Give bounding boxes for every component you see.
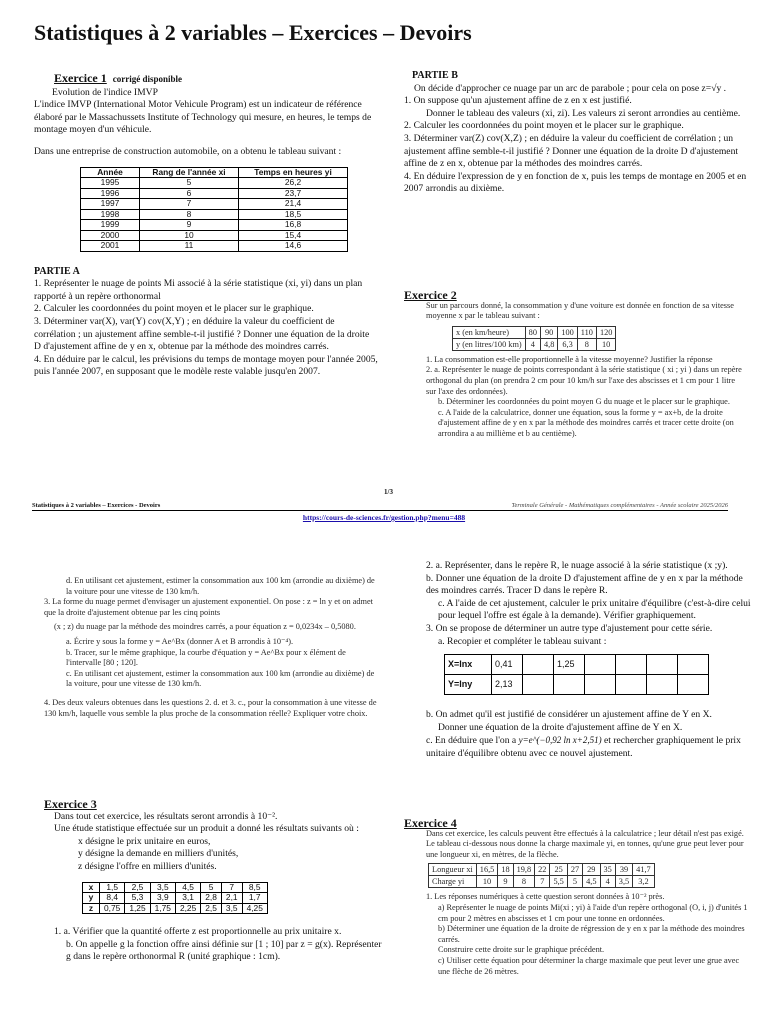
cell: 110 (577, 326, 596, 338)
cell (678, 655, 709, 675)
exercise-4 (404, 818, 750, 977)
cell (585, 675, 616, 695)
cell: 7 (140, 199, 239, 210)
cell: 5,5 (550, 876, 567, 888)
table-row (81, 188, 348, 199)
table-row (81, 178, 348, 189)
ex3-intro-4: z désigne l'offre en milliers d'unités. (78, 860, 217, 872)
ex3-intro-0: Dans tout cet exercice, les résultats seront arrondis à 10⁻². (54, 810, 278, 822)
cell: 8 (577, 338, 596, 350)
cell: 1,75 (150, 903, 175, 914)
cell: 1,25 (554, 655, 585, 675)
cell: 11 (140, 241, 239, 252)
cell: 2001 (81, 241, 140, 252)
ex3-q3b2: Donner une équation de la droite d'ajustement affine de Y en X. (438, 721, 683, 733)
ex2-q2b: b. Déterminer les coordonnées du point moyen G du nuage et le placer sur le graphique. (438, 397, 730, 407)
ex3-q2b: b. Donner une équation de la droite D d'ajustement affine de y en x par la méthode des moindres carrés. Tracer D dans le repère R. (426, 572, 743, 597)
exercise-1-heading: Exercice 1 (54, 71, 107, 85)
ex3-intro-3: y désigne la demande en milliers d'unités, (78, 848, 239, 860)
cell: 27 (567, 864, 582, 876)
ex3-th-y: y (83, 893, 100, 904)
ex2-q3a: a. Écrire y sous la forme y = Ae^Bx (donner A et B arrondis à 10⁻⁴). (66, 636, 294, 646)
ex3-log-X-label: X=lnx (445, 655, 492, 675)
cell: 2,5 (125, 882, 150, 893)
cell: 16,8 (239, 220, 348, 231)
cell: 16,5 (476, 864, 498, 876)
ex4-row-x-label: Longueur xi (429, 864, 477, 876)
cell: 8 (513, 876, 535, 888)
partie-b-q1: 1. On suppose qu'un ajustement affine de z en x est justifié. (404, 95, 632, 107)
ex3-intro-1: Une étude statistique effectuée sur un produit a donné les résultats suivants où : (54, 823, 359, 835)
cell: 41,7 (633, 864, 655, 876)
ex3-log-Y-label: Y=lny (445, 675, 492, 695)
footer-rule (32, 510, 728, 511)
partie-b-q1-detail: Donner le tableau des valeurs (xi, zi). Les valeurs zi seront arrondies au centième. (426, 107, 741, 119)
ex3-q3c-post: et rechercher graphiquement le prix unitaire d'équilibre obtenu avec ce nouvel ajustement. (426, 735, 741, 759)
ex4-table (428, 863, 655, 888)
ex2-table (452, 326, 616, 351)
cell (523, 655, 554, 675)
page-number: 1/3 (384, 488, 393, 496)
ex1-th-annee: Année (81, 167, 140, 178)
exercise-3-continued (404, 560, 752, 761)
cell: 3,5 (150, 882, 175, 893)
ex3-intro-2: x désigne le prix unitaire en euros, (78, 835, 211, 847)
cell: 5 (140, 178, 239, 189)
ex3-th-x: x (83, 882, 100, 893)
ex4-q1a: a) Représenter le nuage de points Mi(xi ; yi) à l'aide d'un repère orthogonal (O, i, j) d'unités 1 cm pour 2 mètres en abscisses et 1 cm pour une tonne en ordonnées. (438, 902, 748, 923)
cell: 1,5 (100, 882, 125, 893)
cell: 4,25 (242, 903, 267, 914)
cell (585, 655, 616, 675)
ex2-row-x-label: x (en km/heure) (453, 326, 526, 338)
cell: 1999 (81, 220, 140, 231)
partie-a-q3: 3. Déterminer var(X), var(Y) cov(X,Y) ; en déduire la valeur du coefficient de corrélation ; un ajustement affine semble-t-il justifié ? Donner une équation de la droite D d'ajustement affine de y en x, obtenue par la méthode des moindres carrés. (34, 315, 370, 353)
table-row (81, 241, 348, 252)
partie-a-q2: 2. Calculer les coordonnées du point moyen et le placer sur le graphique. (34, 303, 314, 315)
exercise-1 (34, 72, 378, 379)
ex3-q2a: 2. a. Représenter, dans le repère R, le nuage associé à la série statistique (x ;y). (426, 560, 728, 571)
cell: 0,41 (492, 655, 523, 675)
exercise-3 (44, 798, 384, 964)
cell: 120 (596, 326, 615, 338)
cell: 14,6 (239, 241, 348, 252)
ex4-q1b: b) Déterminer une équation de la droite de régression de y en x par la méthode des moindres carrés. (438, 924, 745, 944)
cell: 1996 (81, 188, 140, 199)
ex3-q3c-formula: y=e^(−0,92 ln x+2,51) (518, 735, 602, 746)
ex2-q3-equation: (x ; z) du nuage par la méthode des moindres carrés, a pour équation z = 0,0234x – 0,5080. (54, 622, 356, 632)
exercise-2-continued (44, 576, 380, 719)
ex3-q1b: b. On appelle g la fonction offre ainsi définie sur [1 ; 10] par z = g(x). Représenter g dans le repère orthonormal R (unité graphique : 1cm). (66, 938, 382, 963)
ex2-q4: 4. Des deux valeurs obtenues dans les questions 2. d. et 3. c., pour la consommation à une vitesse de 130 km/h, laquelle vous semble la plus proche de la consommation réelle? Expliquer votre choix. (44, 697, 377, 718)
ex2-q3: 3. La forme du nuage permet d'envisager un ajustement exponentiel. On pose : z = ln y et on admet que la droite d'ajustement obtenue par les cinq points (44, 597, 373, 617)
ex2-intro: Sur un parcours donné, la consommation y d'une voiture est donnée en fonction de sa vitesse moyenne x par le tableau suivant : (426, 300, 734, 321)
cell: 5,3 (125, 893, 150, 904)
cell: 90 (540, 326, 557, 338)
footer-left: Statistiques à 2 variables – Exercices - Devoirs (32, 502, 161, 509)
corrige-badge: corrigé disponible (112, 74, 183, 84)
partie-b-q3: 3. Déterminer var(Z) cov(X,Z) ; en déduire la valeur du coefficient de corrélation ; un ajustement affine semble-t-il justifié ? Donner une équation de la droite D d'ajustement affine de z en x, obtenue par la méthodes des moindres carrés. (404, 132, 739, 170)
ex4-q1: 1. Les réponses numériques à cette question seront données à 10⁻² près. (426, 892, 665, 902)
ex2-q2c: c. A l'aide de la calculatrice, donner une équation, sous la forme y = ax+b, de la droite d'ajustement affine de y en x par la méthode des moindres carrés et tracer cette droite (on arrondira a au millième et b au centième). (438, 407, 734, 438)
ex2-q3b: b. Tracer, sur le même graphique, la courbe d'équation y = Ae^Bx pour x élément de l'intervalle [80 ; 120]. (66, 647, 346, 668)
ex3-q1a: 1. a. Vérifier que la quantité offerte z est proportionnelle au prix unitaire x. (54, 926, 342, 938)
cell (678, 675, 709, 695)
cell: 80 (525, 326, 540, 338)
cell: 21,4 (239, 199, 348, 210)
cell: 9 (498, 876, 513, 888)
cell: 5 (201, 882, 222, 893)
exercise-2-heading: Exercice 2 (404, 288, 457, 302)
ex1-intro-0: Evolution de l'indice IMVP (52, 86, 158, 98)
cell: 22 (535, 864, 550, 876)
ex1-intro-1: L'indice IMVP (International Motor Vehicule Program) est un indicateur de référence élaboré par le Massachussets Institute of Technology qui mesure, en heures, le temps de montage moyen d'un véhicule. (34, 99, 372, 136)
cell (616, 655, 647, 675)
ex3-q2c: c. A l'aide de cet ajustement, calculer le prix unitaire d'équilibre (c'est-à-dire celui pour lequel l'offre est égale à la demande). Vérifier graphiquement. (438, 597, 751, 622)
exercise-3-heading: Exercice 3 (44, 797, 97, 811)
cell: 2,5 (201, 903, 222, 914)
ex3-log-table (444, 654, 709, 695)
cell: 10 (476, 876, 498, 888)
ex3-q3c-pre: c. En déduire que l'on a (426, 735, 517, 747)
cell: 15,4 (239, 230, 348, 241)
cell: 1995 (81, 178, 140, 189)
cell: 8,4 (100, 893, 125, 904)
cell: 7 (221, 882, 242, 893)
ex3-th-z: z (83, 903, 100, 914)
cell: 39 (615, 864, 632, 876)
partie-b-title: PARTIE B (412, 70, 458, 81)
partie-a-title: PARTIE A (34, 265, 80, 277)
cell (616, 675, 647, 695)
ex3-q3: 3. On se propose de déterminer un autre type d'ajustement pour cette série. (426, 622, 713, 634)
cell: 10 (596, 338, 615, 350)
cell: 19,8 (513, 864, 535, 876)
cell: 8 (140, 209, 239, 220)
cell: 3,5 (221, 903, 242, 914)
ex2-q3c: c. En utilisant cet ajustement, estimer la consommation aux 100 km (arrondie au dixième) de la voiture, pour une vitesse de 130 km/h. (66, 668, 375, 689)
cell (523, 675, 554, 695)
ex4-q1b2: Construire cette droite sur le graphique précédent. (438, 945, 605, 955)
cell: 23,7 (239, 188, 348, 199)
table-row (81, 230, 348, 241)
ex2-q2a: 2. a. Représenter le nuage de points correspondant à la série statistique ( xi ; yi ) dans un repère orthogonal du plan (on prendra 2 cm pour 10 km/h sur l'axe des abscisses et 1 cm pour 1 litre sur l'axe des ordonnées). (426, 365, 742, 396)
page-title: Statistiques à 2 variables – Exercices – Devoirs (34, 20, 472, 45)
cell: 4,5 (175, 882, 200, 893)
ex1-th-temps: Temps en heures yi (239, 167, 348, 178)
cell: 29 (583, 864, 600, 876)
ex1-table (80, 167, 348, 252)
ex3-q3b: b. On admet qu'il est justifié de considérer un ajustement affine de Y en X. (426, 709, 712, 721)
cell: 1,7 (242, 893, 267, 904)
cell: 4,5 (583, 876, 600, 888)
cell: 4 (525, 338, 540, 350)
cell: 100 (558, 326, 577, 338)
cell: 7 (535, 876, 550, 888)
ex4-q1c: c) Utiliser cette équation pour déterminer la charge maximale que peut lever une grue avec une flèche de 26 mètres. (438, 955, 740, 976)
footer-url-link[interactable]: https://cours-de-sciences.fr/gestion.php?menu=488 (302, 513, 466, 522)
cell: 4,8 (540, 338, 557, 350)
exercise-2 (404, 290, 744, 440)
cell: 3,2 (633, 876, 655, 888)
exercise-4-heading: Exercice 4 (404, 816, 457, 830)
ex4-intro2: Le tableau ci-dessous nous donne la charge maximale yi, en tonnes, qu'une grue peut lever pour une longueur xi, en mètres, de la flèche. (426, 839, 744, 859)
cell: 6 (140, 188, 239, 199)
cell: 2,13 (492, 675, 523, 695)
cell: 18,5 (239, 209, 348, 220)
ex3-q3c (404, 734, 752, 760)
partie-a-q1: 1. Représenter le nuage de points Mi associé à la série statistique (xi, yi) dans un plan rapporté à un repère orthonormal (34, 278, 363, 302)
table-row (81, 220, 348, 231)
cell: 0,75 (100, 903, 125, 914)
cell: 4 (600, 876, 615, 888)
cell (647, 655, 678, 675)
cell: 3,5 (615, 876, 632, 888)
cell: 2,8 (201, 893, 222, 904)
table-row (81, 209, 348, 220)
ex3-q3a: a. Recopier et compléter le tableau suivant : (438, 635, 607, 647)
cell: 1997 (81, 199, 140, 210)
partie-b-q2: 2. Calculer les coordonnées du point moyen et le placer sur le graphique. (404, 120, 684, 132)
cell: 9 (140, 220, 239, 231)
cell: 18 (498, 864, 513, 876)
cell: 1998 (81, 209, 140, 220)
ex1-intro-2: Dans une entreprise de construction automobile, on a obtenu le tableau suivant : (34, 145, 342, 157)
cell: 1,25 (125, 903, 150, 914)
cell (554, 675, 585, 695)
ex1-th-rang: Rang de l'année xi (140, 167, 239, 178)
exercise-1-partie-b (404, 70, 754, 196)
footer-right: Terminale Générale - Mathématiques complémentaires - Année scolaire 2025/2026 (511, 502, 728, 509)
cell: 10 (140, 230, 239, 241)
cell: 2,25 (175, 903, 200, 914)
cell: 3,9 (150, 893, 175, 904)
cell: 2,1 (221, 893, 242, 904)
cell: 6,3 (558, 338, 577, 350)
page-footer (0, 488, 768, 528)
partie-b-intro: On décide d'approcher ce nuage par un arc de parabole ; pour cela on pose z=√y . (414, 82, 727, 94)
ex2-row-y-label: y (en litres/100 km) (453, 338, 526, 350)
ex4-intro: Dans cet exercice, les calculs peuvent être effectués à la calculatrice ; leur détail n'est pas exigé. (426, 828, 744, 838)
cell: 26,2 (239, 178, 348, 189)
cell: 35 (600, 864, 615, 876)
cell: 8,5 (242, 882, 267, 893)
partie-a-q4: 4. En déduire par le calcul, les prévisions du temps de montage moyen pour l'année 2005, puis l'année 2007, en supposant que le modèle reste valable jusqu'en 2007. (34, 353, 378, 378)
cell: 3,1 (175, 893, 200, 904)
ex2-q1: 1. La consommation est-elle proportionnelle à la vitesse moyenne? Justifier la réponse (426, 354, 713, 364)
ex3-table (82, 882, 268, 915)
cell: 5 (567, 876, 582, 888)
cell: 25 (550, 864, 567, 876)
ex4-row-y-label: Charge yi (429, 876, 477, 888)
table-row (81, 199, 348, 210)
cell: 2000 (81, 230, 140, 241)
ex2-q2d: d. En utilisant cet ajustement, estimer la consommation aux 100 km (arrondie au dixième) de la voiture pour une vitesse de 130 km/h. (66, 576, 375, 596)
partie-b-q4: 4. En déduire l'expression de y en fonction de x, puis les temps de montage en 2005 et en 2007 arrondis au dixième. (404, 170, 747, 195)
cell (647, 675, 678, 695)
